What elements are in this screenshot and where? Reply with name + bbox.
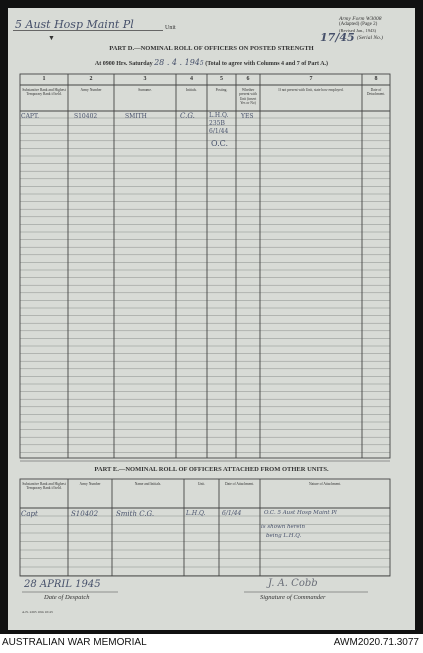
part-e-table-border	[20, 479, 390, 576]
attached-rank: Capt	[21, 510, 38, 518]
part-d-column-number: 4	[190, 76, 193, 82]
arrow-mark-icon: ▼	[48, 34, 55, 42]
part-e-column-header: Date of Attachment.	[224, 482, 255, 486]
part-d-column-header: If not present with Unit, state how employed.	[278, 88, 344, 92]
entry-army-number: S10402	[74, 113, 98, 120]
form-revised: (Revised Jan., 1943)	[339, 28, 376, 33]
despatch-date-handwritten: 28 APRIL 1945	[24, 579, 101, 590]
commander-signature: J. A. Cobb	[268, 578, 318, 589]
part-d-column-number: 6	[246, 76, 250, 82]
entry-surname: SMITH	[125, 113, 147, 120]
entry-posting-line-1: L.H.Q.	[209, 112, 229, 119]
entry-initials: C.G.	[180, 112, 195, 120]
entry-present: YES	[241, 113, 254, 120]
part-d-column-number: 2	[89, 76, 93, 82]
part-d-title: PART D.—NOMINAL ROLL OF OFFICERS ON POSTED STRENGTH	[109, 45, 314, 52]
form-id: Army Form W3008	[339, 16, 382, 22]
part-d-column-header: Posting.	[215, 88, 228, 92]
part-e-column-header: Substantive Rank and Highest Temporary Rank if held.	[22, 482, 66, 491]
unit-underline	[13, 30, 163, 31]
despatch-date-label: Date of Despatch	[44, 594, 90, 601]
attached-nature-line-3: being L.H.Q.	[266, 533, 302, 539]
part-d-column-number: 8	[374, 76, 378, 82]
part-e-column-header: Nature of Attachment.	[308, 482, 342, 486]
attached-name: Smith C.G.	[116, 510, 155, 518]
part-e-title: PART E.—NOMINAL ROLL OF OFFICERS ATTACHED FROM OTHER UNITS.	[94, 466, 329, 473]
part-d-column-number: 1	[42, 76, 46, 82]
unit-label: Unit	[165, 25, 176, 31]
part-d-column-header: Substantive Rank and Highest Temporary Rank if held.	[22, 88, 66, 97]
form-page	[8, 8, 415, 630]
part-d-column-number: 5	[220, 76, 223, 82]
serial-number-handwritten: 17/45	[320, 31, 355, 44]
form-adapted: (Adapted) (Page 2)	[339, 22, 378, 27]
entry-posting-line-2: 235B	[209, 120, 225, 127]
serial-label: (Serial No.)	[357, 35, 383, 41]
part-e-column-header: Name and Initials.	[134, 482, 162, 486]
form-ruling	[8, 8, 415, 630]
attached-nature-line-2: is shown herein	[261, 524, 305, 530]
part-e-column-header: Unit.	[197, 482, 206, 486]
signature-label: Signature of Commander	[260, 594, 326, 601]
credit-bar	[0, 634, 423, 653]
attached-unit: L.H.Q.	[186, 510, 206, 517]
credit-left: AUSTRALIAN WAR MEMORIAL	[2, 637, 147, 648]
roll-date-handwritten: 28 . 4 . 194	[154, 58, 200, 67]
print-code: A.N. 2265 10m 10/43	[22, 610, 53, 614]
credit-right: AWM2020.71.3077	[333, 637, 419, 648]
attached-date: 6/1/44	[222, 510, 242, 517]
entry-posting-line-4: O.C.	[211, 139, 229, 148]
part-d-column-header: Initials.	[186, 88, 197, 92]
part-e-column-header: Army Number	[79, 482, 101, 486]
part-d-column-number: 7	[309, 76, 313, 82]
part-d-column-number: 3	[143, 76, 147, 82]
part-d-column-header: Whether present with Unit (insert Yes or No)	[239, 88, 257, 105]
attached-army-number: S10402	[71, 510, 99, 518]
part-d-subtitle: At 0900 Hrs. Saturday 28 . 4 . 1945 (Total to agree with Columns 4 and 7 of Part A.)	[94, 58, 329, 67]
entry-rank: CAPT.	[21, 113, 39, 120]
part-d-column-header: Surname.	[138, 88, 152, 92]
part-d-table-border	[20, 74, 390, 458]
part-d-column-header: Army Number	[80, 88, 102, 92]
part-d-column-header: Date of Detachment.	[366, 88, 386, 97]
unit-name-handwritten: 5 Aust Hosp Maint Pl	[15, 18, 134, 31]
attached-nature-line-1: O.C. 5 Aust Hosp Maint Pl	[264, 510, 337, 516]
entry-posting-line-3: 6/1/44	[209, 128, 229, 135]
